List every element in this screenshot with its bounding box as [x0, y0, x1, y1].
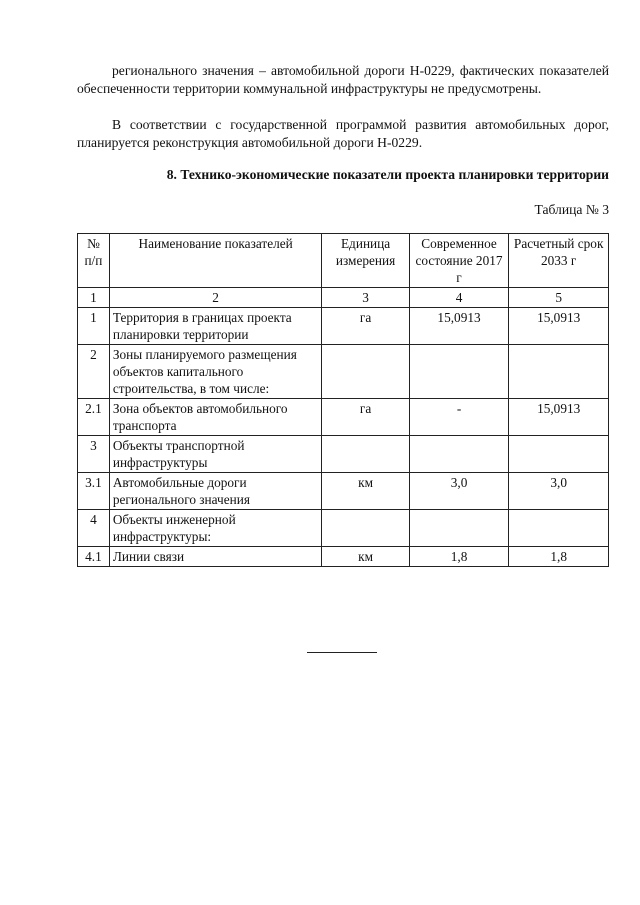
row-calc: 1,8 [509, 547, 609, 567]
row-name: Автомобильные дороги регионального значения [109, 473, 322, 510]
column-number: 5 [509, 288, 609, 308]
row-num: 1 [78, 308, 110, 345]
column-number: 3 [322, 288, 409, 308]
row-name: Территория в границах проекта планировки территории [109, 308, 322, 345]
indicators-table [77, 233, 609, 567]
table-row [78, 308, 609, 345]
column-number: 4 [409, 288, 509, 308]
row-current [409, 345, 509, 399]
row-calc [509, 345, 609, 399]
table-row [78, 399, 609, 436]
row-calc: 15,0913 [509, 399, 609, 436]
section-heading: 8. Технико-экономические показатели проекта планировки территории [166, 167, 609, 182]
row-current: 3,0 [409, 473, 509, 510]
paragraph-reconstruction: В соответствии с государственной программой развития автомобильных дорог, планируется реконструкция автомобильной дороги Н-0229. [77, 117, 609, 150]
row-calc [509, 436, 609, 473]
table-row [78, 547, 609, 567]
row-unit: га [322, 308, 409, 345]
row-num: 2.1 [78, 399, 110, 436]
row-name: Зона объектов автомобильного транспорта [109, 399, 322, 436]
row-unit [322, 510, 409, 547]
header-calc: Расчетный срок 2033 г [509, 234, 609, 288]
table-row [78, 510, 609, 547]
row-current: 1,8 [409, 547, 509, 567]
paragraph-intro: регионального значения – автомобильной дороги Н-0229, фактических показателей обеспеченности территории коммунальной инфраструктуры не предусмотрены. [77, 63, 609, 96]
row-num: 3 [78, 436, 110, 473]
row-calc: 15,0913 [509, 308, 609, 345]
row-unit: км [322, 547, 409, 567]
row-unit: км [322, 473, 409, 510]
table-row [78, 436, 609, 473]
row-num: 3.1 [78, 473, 110, 510]
table-row [78, 345, 609, 399]
row-current [409, 436, 509, 473]
row-current: - [409, 399, 509, 436]
row-unit [322, 436, 409, 473]
row-name: Зоны планируемого размещения объектов капитального строительства, в том числе: [109, 345, 322, 399]
header-num: № п/п [78, 234, 110, 288]
row-num: 4.1 [78, 547, 110, 567]
row-calc: 3,0 [509, 473, 609, 510]
header-name: Наименование показателей [109, 234, 322, 288]
row-current [409, 510, 509, 547]
row-name: Объекты инженерной инфраструктуры: [109, 510, 322, 547]
table-header-row [78, 234, 609, 288]
column-number: 1 [78, 288, 110, 308]
header-current: Современное состояние 2017 г [409, 234, 509, 288]
row-name: Объекты транспортной инфраструктуры [109, 436, 322, 473]
table-row [78, 473, 609, 510]
row-calc [509, 510, 609, 547]
column-number: 2 [109, 288, 322, 308]
row-unit [322, 345, 409, 399]
row-unit: га [322, 399, 409, 436]
table-caption: Таблица № 3 [534, 202, 609, 217]
header-unit: Единица измерения [322, 234, 409, 288]
row-num: 4 [78, 510, 110, 547]
row-num: 2 [78, 345, 110, 399]
row-name: Линии связи [109, 547, 322, 567]
end-divider [307, 652, 377, 653]
row-current: 15,0913 [409, 308, 509, 345]
column-number-row [78, 288, 609, 308]
